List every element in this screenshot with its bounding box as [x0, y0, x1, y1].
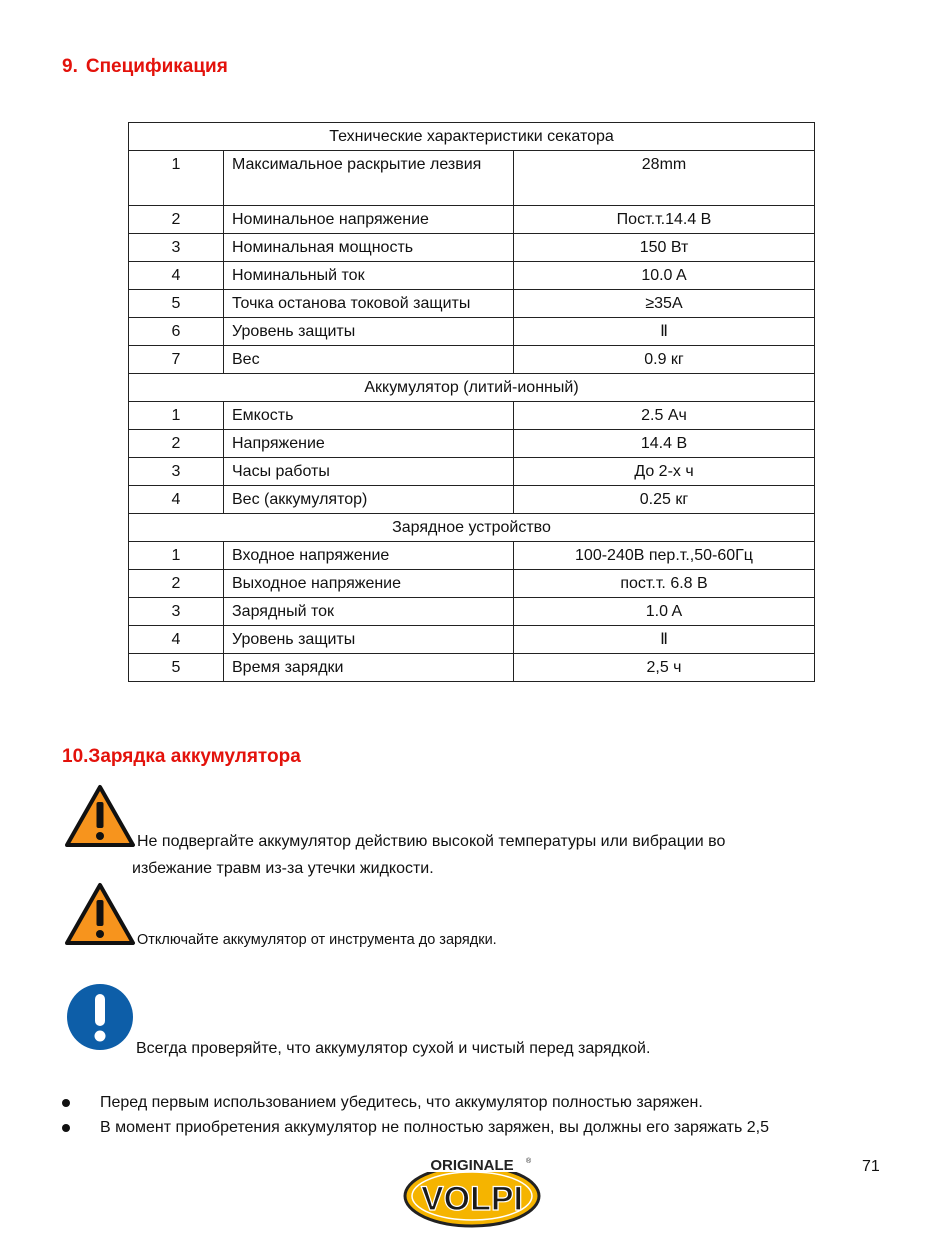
- table-row: [129, 151, 815, 206]
- notice-text: Всегда проверяйте, что аккумулятор сухой и чистый перед зарядкой.: [136, 1040, 651, 1057]
- table-row: [129, 262, 815, 290]
- table-row: [129, 626, 815, 654]
- section-header-cell: Технические характеристики секатора: [129, 123, 815, 151]
- section-title: Спецификация: [85, 56, 228, 77]
- param-cell: Зарядный ток: [224, 598, 514, 626]
- value-cell: Пост.т.14.4 В: [514, 206, 815, 234]
- section-9-heading: [62, 56, 228, 78]
- row-number: 7: [129, 346, 224, 374]
- table-row: [129, 318, 815, 346]
- section-header-cell: Зарядное устройство: [129, 514, 815, 542]
- param-cell: Уровень защиты: [224, 318, 514, 346]
- value-cell: 14.4 В: [514, 430, 815, 458]
- table-row: [129, 486, 815, 514]
- value-cell: 0.9 кг: [514, 346, 815, 374]
- param-cell: Напряжение: [224, 430, 514, 458]
- volpi-logo: [402, 1156, 544, 1228]
- value-cell: 100-240В пер.т.,50-60Гц: [514, 542, 815, 570]
- row-number: 2: [129, 206, 224, 234]
- value-cell: Ⅱ: [514, 626, 815, 654]
- row-number: 4: [129, 262, 224, 290]
- table-row: [129, 402, 815, 430]
- row-number: 5: [129, 290, 224, 318]
- value-cell: 2.5 Ач: [514, 402, 815, 430]
- value-cell: 10.0 A: [514, 262, 815, 290]
- param-cell: Емкость: [224, 402, 514, 430]
- list-item-text: Перед первым использованием убедитесь, что аккумулятор полностью заряжен.: [100, 1094, 703, 1111]
- row-number: 3: [129, 458, 224, 486]
- section-title: Зарядка аккумулятора: [88, 746, 301, 767]
- row-number: 4: [129, 626, 224, 654]
- section-10-heading: [62, 746, 301, 768]
- table-section-header: [129, 374, 815, 402]
- list-item: [62, 1115, 769, 1140]
- param-cell: Точка останова токовой защиты: [224, 290, 514, 318]
- table-row: [129, 430, 815, 458]
- value-cell: 150 Вт: [514, 234, 815, 262]
- param-cell: Номинальное напряжение: [224, 206, 514, 234]
- bullet-icon: [62, 1124, 70, 1132]
- row-number: 2: [129, 570, 224, 598]
- warning-triangle-icon: [64, 784, 136, 848]
- param-cell: Номинальная мощность: [224, 234, 514, 262]
- page-number: 71: [862, 1158, 880, 1175]
- value-cell: 0.25 кг: [514, 486, 815, 514]
- warning-1-line-1: Не подвергайте аккумулятор действию высокой температуры или вибрации во: [137, 833, 726, 850]
- warning-1-line-2: избежание травм из-за утечки жидкости.: [132, 860, 434, 877]
- list-item: [62, 1090, 769, 1115]
- value-cell: Ⅱ: [514, 318, 815, 346]
- param-cell: Время зарядки: [224, 654, 514, 682]
- spec-table: [128, 122, 815, 682]
- value-cell: 28mm: [514, 151, 815, 206]
- table-section-header: [129, 514, 815, 542]
- section-header-cell: Аккумулятор (литий-ионный): [129, 374, 815, 402]
- row-number: 5: [129, 654, 224, 682]
- param-cell: Входное напряжение: [224, 542, 514, 570]
- table-row: [129, 598, 815, 626]
- table-row: [129, 654, 815, 682]
- row-number: 1: [129, 542, 224, 570]
- param-cell: Вес: [224, 346, 514, 374]
- logo-registered-mark: ®: [526, 1158, 532, 1165]
- param-cell: Часы работы: [224, 458, 514, 486]
- table-section-header: [129, 123, 815, 151]
- value-cell: пост.т. 6.8 В: [514, 570, 815, 598]
- list-item-text: В момент приобретения аккумулятор не полностью заряжен, вы должны его заряжать 2,5: [100, 1119, 770, 1136]
- table-row: [129, 346, 815, 374]
- param-cell: Уровень защиты: [224, 626, 514, 654]
- bullet-list: [62, 1090, 769, 1140]
- logo-top-text: ORIGINALE: [430, 1157, 514, 1174]
- warning-triangle-icon: [64, 882, 136, 946]
- section-number: 9.: [62, 56, 78, 77]
- row-number: 6: [129, 318, 224, 346]
- row-number: 2: [129, 430, 224, 458]
- row-number: 3: [129, 598, 224, 626]
- warning-2-text: Отключайте аккумулятор от инструмента до зарядки.: [137, 932, 497, 948]
- table-row: [129, 542, 815, 570]
- table-row: [129, 458, 815, 486]
- param-cell: Выходное напряжение: [224, 570, 514, 598]
- value-cell: 1.0 A: [514, 598, 815, 626]
- value-cell: 2,5 ч: [514, 654, 815, 682]
- logo-main-text: VOLPI: [420, 1180, 524, 1218]
- table-row: [129, 290, 815, 318]
- value-cell: ≥35A: [514, 290, 815, 318]
- table-row: [129, 570, 815, 598]
- table-row: [129, 206, 815, 234]
- row-number: 4: [129, 486, 224, 514]
- row-number: 1: [129, 151, 224, 206]
- param-cell: Вес (аккумулятор): [224, 486, 514, 514]
- value-cell: До 2-х ч: [514, 458, 815, 486]
- table-row: [129, 234, 815, 262]
- row-number: 3: [129, 234, 224, 262]
- param-cell: Номинальный ток: [224, 262, 514, 290]
- row-number: 1: [129, 402, 224, 430]
- param-cell: Максимальное раскрытие лезвия: [224, 151, 514, 206]
- section-number: 10.: [62, 746, 89, 767]
- bullet-icon: [62, 1099, 70, 1107]
- mandatory-exclamation-icon: [66, 983, 134, 1051]
